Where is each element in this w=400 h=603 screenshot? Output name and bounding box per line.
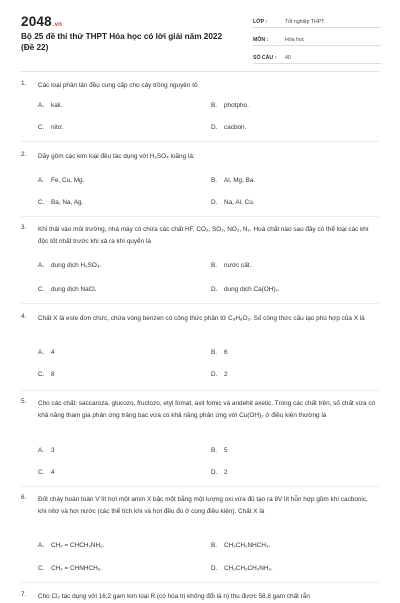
question-number: 4. (21, 313, 27, 320)
option-c[interactable]: C. Ba, Na, Ag. (38, 199, 84, 206)
question-text: Đốt cháy hoàn toàn V lít hơi một amin X bậc một bằng một lượng oxi vừa đủ tạo ra 8V lít hỗn hợp gồm khí cacbonic, khí nitơ và hơi nước (các thể tích khí và hơi đều đo ở cùng điều kiện). Chất X là (38, 496, 368, 515)
meta-row-class (253, 15, 381, 28)
meta-value: Hóa học (285, 37, 305, 43)
option-c[interactable]: C. CH₂ = CHNHCH₃. (38, 565, 103, 572)
option-c[interactable]: C. dung dịch NaCl. (38, 286, 97, 293)
meta-value: 40 (285, 55, 291, 61)
option-d[interactable]: D. cacbon. (211, 124, 247, 131)
question-number: 3. (21, 224, 27, 231)
question-divider (21, 303, 379, 304)
question-text: Cho Cl₂ tác dụng với 16,2 gam kim loại R (có hóa trị không đổi là n) thu được 58,8 gam chất rắn (38, 593, 310, 600)
meta-label: LỚP : (253, 19, 268, 25)
option-d[interactable]: D. 2 (211, 469, 228, 476)
question-text: Chất X là este đơn chức, chứa vòng benzen có công thức phân tử C₈H₈O₂. Số công thức cấu tạo phù hợp của X là (38, 315, 365, 322)
option-d[interactable]: D. dung dịch Ca(OH)₂. (211, 286, 280, 293)
question-divider (21, 141, 379, 142)
question-number: 2. (21, 151, 27, 158)
option-a[interactable]: A. 4 (38, 349, 55, 356)
question-text: Khi thải vào môi trường, nhà máy có chứa các chất HF, CO₂, SO₂, NO₂, N₂. Hoá chất nào sau đây có thể loại các khí độc tốt nhất trước khi xả ra khí quyển là (38, 226, 369, 245)
question-divider (21, 390, 379, 391)
meta-row-subject (253, 33, 381, 46)
logo-suffix: .vn (52, 22, 63, 28)
question-number: 6. (21, 494, 27, 501)
option-b[interactable]: B. 5 (211, 447, 228, 454)
option-a[interactable]: A. kali. (38, 102, 63, 109)
option-b[interactable]: B. nước cất. (211, 262, 252, 269)
option-b[interactable]: B. 6 (211, 349, 228, 356)
option-d[interactable]: D. CH₃CH₂CH₂NH₂. (211, 565, 273, 572)
question-divider (21, 582, 379, 583)
option-c[interactable]: C. 4 (38, 469, 55, 476)
question-text: Dãy gồm các kim loại đều tác dụng với H₂SO₄ loãng là: (38, 153, 195, 160)
meta-label: MÔN : (253, 37, 269, 43)
question-number: 7. (21, 591, 27, 598)
option-d[interactable]: D. Na, Al, Cu. (211, 199, 255, 206)
meta-row-count (253, 51, 381, 64)
option-a[interactable]: A. 3 (38, 447, 55, 454)
option-b[interactable]: B. CH₃CH₂NHCH₃. (211, 542, 271, 549)
question-number: 1. (21, 80, 27, 87)
question-text: Cho các chất: saccaroza, glucozo, fructozo, etyl fomat, axit fomic và andehit axetic. Trong các chất trên, số chất vừa có khả năng tham gia phản ứng tráng bạc vừa có khả năng phản ứng với Cu(OH)₂ ở điều kiện thường là (38, 400, 376, 419)
question-text: Các loại phân lân đều cung cấp cho cây trồng nguyên tố (38, 82, 198, 89)
meta-info (253, 15, 381, 69)
header-divider (21, 71, 379, 72)
option-a[interactable]: A. CH₂ = CHCH₂NH₂. (38, 542, 105, 549)
question-divider (21, 486, 379, 487)
option-c[interactable]: C. nitơ. (38, 124, 64, 131)
option-b[interactable]: B. photpho. (211, 102, 249, 109)
option-a[interactable]: A. Fe, Cu, Mg. (38, 177, 85, 184)
option-d[interactable]: D. 2 (211, 371, 228, 378)
option-a[interactable]: A. dung dịch H₂SO₄. (38, 262, 102, 269)
option-c[interactable]: C. 8 (38, 371, 55, 378)
logo-text: 2048 (21, 14, 52, 29)
meta-value: Tốt nghiệp THPT (285, 19, 325, 25)
site-logo[interactable] (21, 14, 62, 29)
question-number: 5. (21, 398, 27, 405)
option-b[interactable]: B. Al, Mg, Ba. (211, 177, 256, 184)
document-title: Bộ 25 đề thi thử THPT Hóa học có lời giải năm 2022 (Đề 22) (21, 32, 223, 52)
meta-label: SỐ CÂU : (253, 55, 277, 61)
question-divider (21, 216, 379, 217)
